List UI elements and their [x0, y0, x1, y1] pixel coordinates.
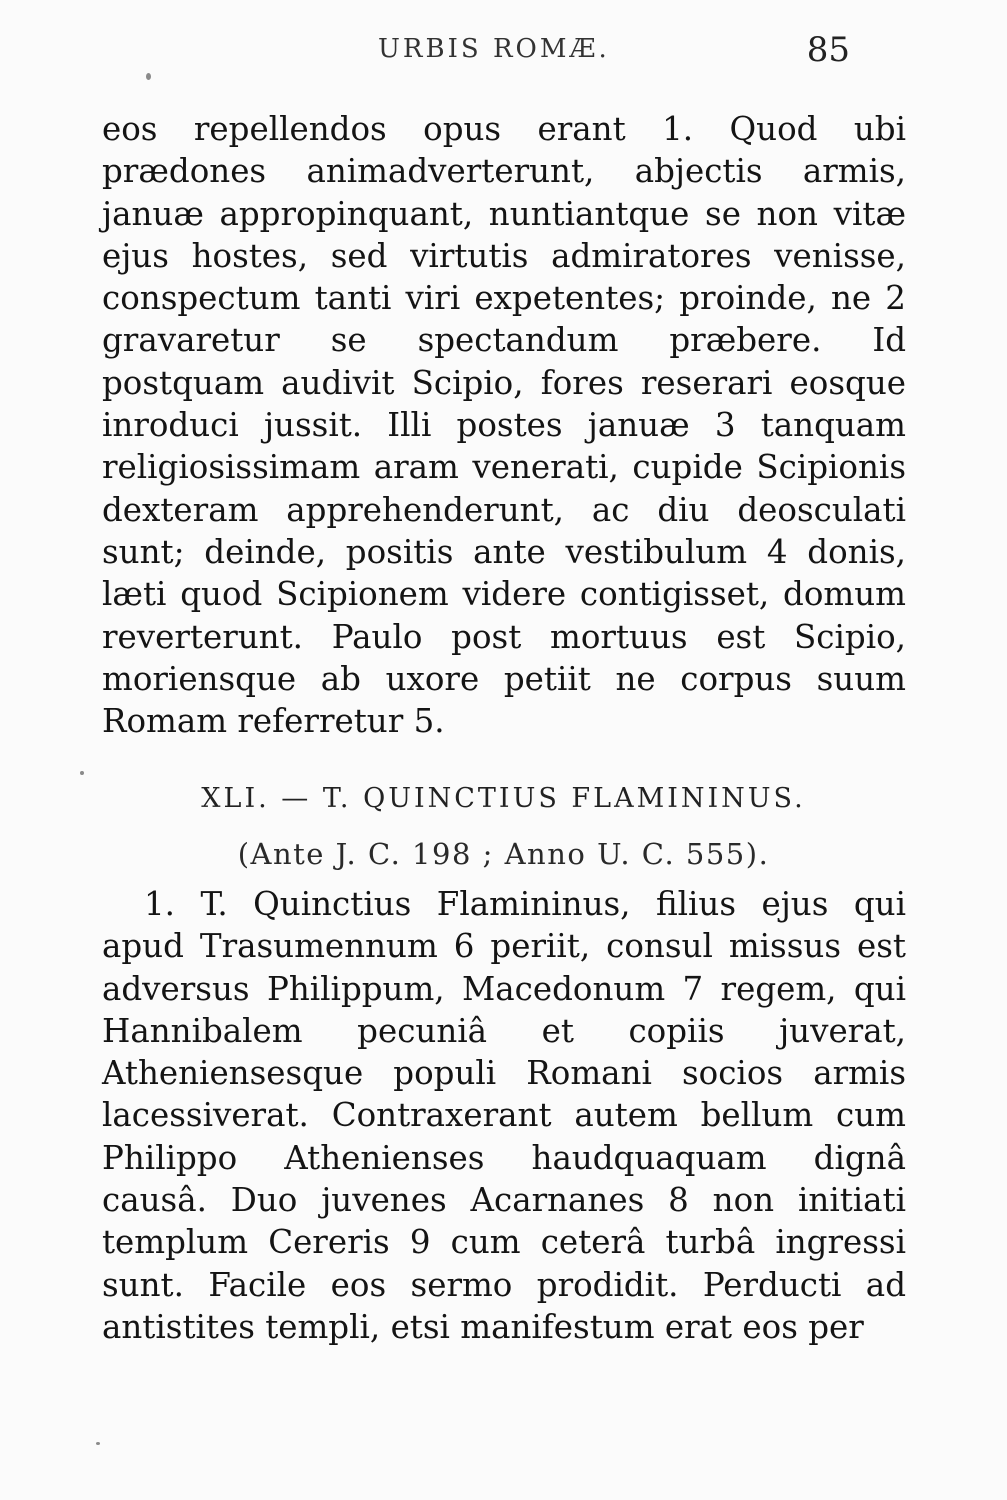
running-title: URBIS ROMÆ. — [378, 34, 610, 64]
passage-scipio-ending: eos repellendos opus erant 1. Quod ubi prædones animadverterunt, abjectis armis, januæ appropinquant, nuntiantque se non vitæ ejus hostes, sed virtutis admiratores venisse, conspectum tanti viri expetentes; proinde, ne 2 gravaretur se spectandum præbere. Id postquam audivit Scipio, fores reserari eosque inroduci jussit. Illi postes januæ 3 tanquam religiosissimam aram venerati, cupide Scipionis dexteram apprehenderunt, ac diu deosculati sunt; deinde, positis ante vestibulum 4 donis, læti quod Scipionem videre contigisset, domum reverterunt. Paulo post mortuus est Scipio, moriensque ab uxore petiit ne corpus suum Romam referretur 5. — [102, 110, 906, 741]
passage-flamininus: 1. T. Quinctius Flamininus, filius ejus qui apud Trasumennum 6 periit, consul missus est adversus Philippum, Macedonum 7 regem, qui Hannibalem pecuniâ et copiis juverat, Atheniensesque populi Romani socios armis lacessiverat. Contraxerant autem bellum cum Philippo Athenienses haudquaquam dignâ causâ. Duo juvenes Acarnanes 8 non initiati templum Cereris 9 cum ceterâ turbâ ingressi sunt. Facile eos sermo prodidit. Perducti ad antistites templi, etsi manifestum erat eos per — [102, 885, 906, 1346]
page-number: 85 — [806, 30, 850, 70]
running-head — [100, 30, 900, 74]
paper-speck — [96, 1442, 100, 1445]
chapter-title: XLI. — T. QUINCTIUS FLAMININUS. — [201, 783, 806, 814]
chapter-date: (Ante J. C. 198 ; Anno U. C. 555). — [237, 837, 770, 871]
paper-speck — [80, 771, 84, 775]
paper-speck — [146, 73, 151, 80]
